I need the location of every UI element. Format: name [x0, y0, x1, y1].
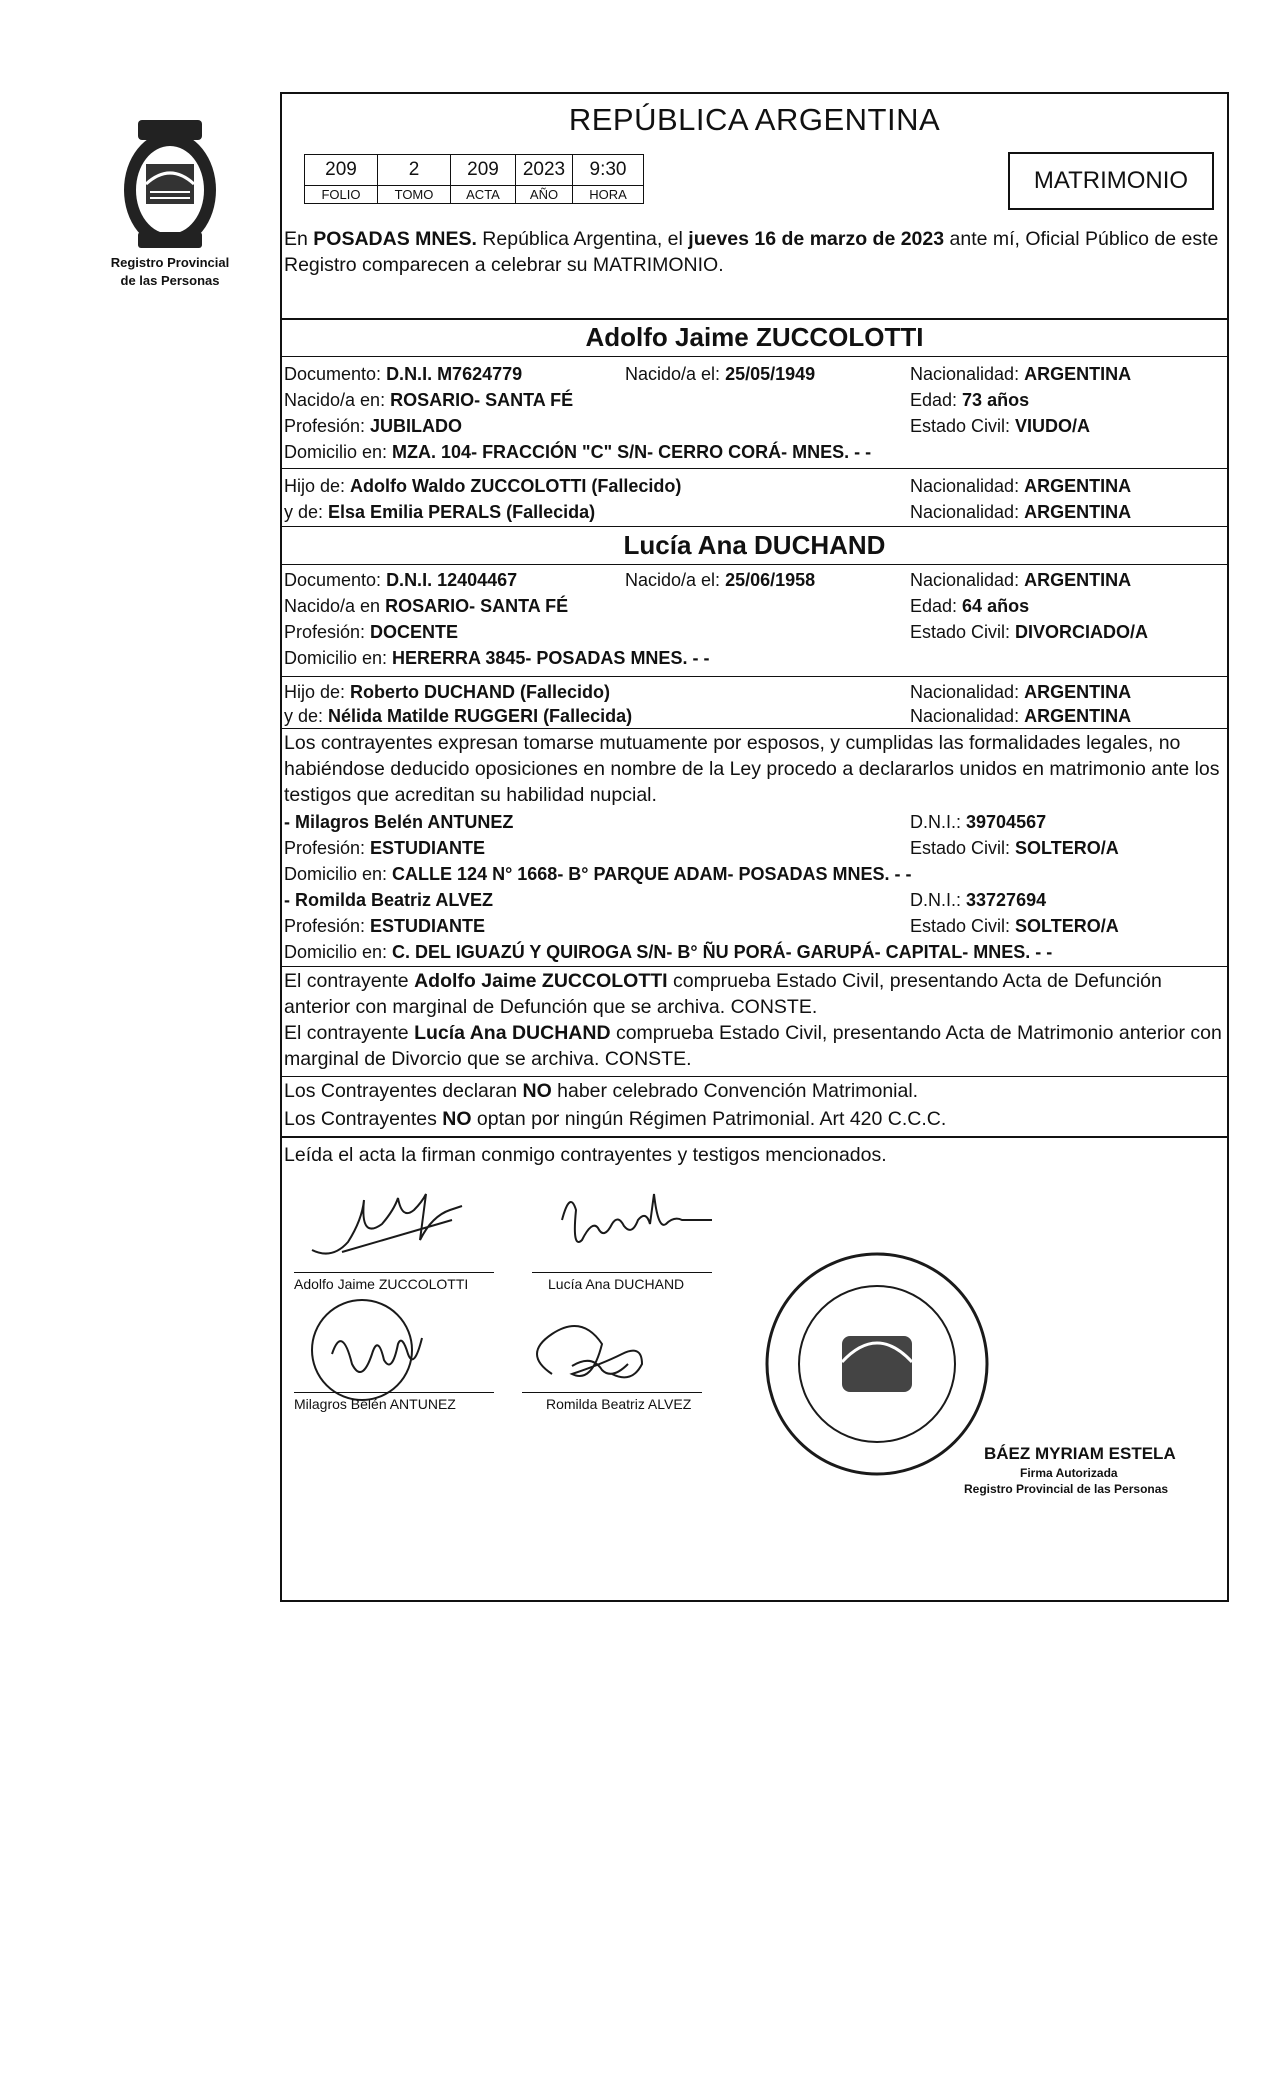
signature-label-groom: Adolfo Jaime ZUCCOLOTTI: [294, 1276, 469, 1292]
divider: [282, 526, 1227, 527]
signature-bride-icon: [542, 1180, 722, 1264]
divider: [282, 318, 1227, 320]
divider: [282, 1076, 1227, 1077]
signature-label-witness2: Romilda Beatriz ALVEZ: [546, 1396, 692, 1412]
signature-line: [294, 1272, 494, 1273]
note-4: Los Contrayentes NO optan por ningún Régimen Patrimonial. Art 420 C.C.C.: [284, 1108, 947, 1130]
signature-label-witness1: Milagros Belén ANTUNEZ: [294, 1396, 456, 1412]
signature-line: [522, 1392, 702, 1393]
signature-label-bride: Lucía Ana DUCHAND: [548, 1276, 685, 1292]
logo-caption-1: Registro Provincial: [110, 255, 230, 270]
province-coat-of-arms-icon: [116, 112, 224, 252]
page-title: REPÚBLICA ARGENTINA: [568, 102, 941, 137]
divider: [282, 468, 1227, 469]
logo-caption-2: de las Personas: [120, 273, 220, 288]
signature-line: [294, 1392, 494, 1393]
groom-name: Adolfo Jaime ZUCCOLOTTI: [585, 322, 924, 352]
closing-text: Leída el acta la firman conmigo contrayentes y testigos mencionados.: [284, 1144, 887, 1166]
ano-label: AÑO: [516, 186, 573, 204]
divider: [282, 676, 1227, 677]
signature-witness1-icon: [302, 1294, 502, 1404]
acta-value: 209: [451, 155, 516, 186]
official-name: BÁEZ MYRIAM ESTELA: [984, 1444, 1176, 1463]
divider: [282, 728, 1227, 729]
registry-logo: [100, 112, 240, 288]
signature-groom-icon: [302, 1180, 502, 1264]
acta-label: ACTA: [451, 186, 516, 204]
folio-value: 209: [305, 155, 378, 186]
hora-label: HORA: [573, 186, 644, 204]
divider: [282, 564, 1227, 565]
ano-value: 2023: [516, 155, 573, 186]
tomo-label: TOMO: [378, 186, 451, 204]
official-org: Registro Provincial de las Personas: [964, 1482, 1169, 1496]
tomo-value: 2: [378, 155, 451, 186]
signature-witness2-icon: [512, 1314, 692, 1398]
official-role: Firma Autorizada: [1020, 1466, 1118, 1480]
intro-paragraph: En POSADAS MNES. República Argentina, el jueves 16 de marzo de 2023 ante mí, Oficial Público de este Registro comparecen a celebrar su MATRIMONIO.: [284, 228, 1219, 276]
signature-line: [532, 1272, 712, 1273]
official-seal-icon: [762, 1244, 992, 1484]
declaration-paragraph: Los contrayentes expresan tomarse mutuamente por esposos, y cumplidas las formalidades legales, no habiéndose deducido oposiciones en nombre de la Ley procedo a declararlos unidos en matrimonio ante los testigos que acreditan su habilidad nupcial.: [284, 732, 1220, 806]
folio-label: FOLIO: [305, 186, 378, 204]
certificate-frame: REPÚBLICA ARGENTINA 209 2 209 2023 9:30 FOLIO TOMO ACTA AÑO HORA MATRIMONIO En POSADAS MNES. República Argentina, el jueves 16 de marzo de 2023 ante mí, Oficial Público de este Registro comparecen a celebrar su MATRIMONIO. Adolfo Jaime ZUCCOLOTTI Documento: D.N.I. M7624779 Nacido/a el: 25/05/1949 Nacionalidad: ARGENTINA Nacido/a en: ROSARIO- SANTA FÉ Edad: 73 años Profesión: JUBILADO Estado Civil: VIUDO/A Domicilio en: MZA. 104- FRACCIÓN "C" S/N- CERRO CORÁ- MNES. - - Hijo de: Adolfo Waldo ZUCCOLOTTI (Fallecido) Nacionalidad: ARGENTINA y de: Elsa Emilia PERALS (Fallecida) Nacionalidad: ARGENTINA Lucía Ana DUCHAND Documento: D.N.I. 12404467 Nacido/a el: 25/06/1958 Nacionalidad: ARGENTINA Nacido/a en ROSARIO- SANTA FÉ Edad: 64 años Profesión: DOCENTE Estado Civil: DIVORCIADO/A Domicilio en: HERERRA 3845- POSADAS MNES. - - Hijo de: Roberto DUCHAND (Fallecido) Nacionalidad: ARGENTINA y de: Nélida Matilde RUGGERI (Fallecida) Nacionalidad: ARGENTINA Los contrayentes expresan tomarse mutuamente por esposos, y cumplidas las formalidades legales, no habiéndose deducido oposiciones en nombre de la Ley procedo a declararlos unidos en matrimonio ante los testigos que acreditan su habilidad nupcial. - Milagros Belén ANTUNEZ D.N.I.: 39704567 Profesión: ESTUDIANTE Estado Civil: SOLTERO/A Domicilio en: CALLE 124 N° 1668- B° PARQUE ADAM- POSADAS MNES. - - - Romilda Beatriz ALVEZ D.N.I.: 33727694 Profesión: ESTUDIANTE Estado Civil: SOLTERO/A Domicilio en: C. DEL IGUAZÚ Y QUIROGA S/N- B° ÑU PORÁ- GARUPÁ- CAPITAL- MNES. - - El contrayente Adolfo Jaime ZUCCOLOTTI comprueba Estado Civil, presentando Acta de Defunción anterior con marginal de Defunción que se archiva. CONSTE. El contrayente Lucía Ana DUCHAND comprueba Estado Civil, presentando Acta de Matrimonio anterior con marginal de Divorcio que se archiva. CONSTE. Los Contrayentes declaran NO haber celebrado Convención Matrimonial. Los Contrayentes NO optan por ningún Régimen Patrimonial. Art 420 C.C.C. Leída el acta la firman conmigo contrayentes y testigos mencionados. Adolfo Jaime ZUCCOLOTTI Lucía Ana DUCHAND Milagros Belén ANTUNEZ Romilda Beatriz ALVEZ BÁEZ MYRIAM ESTELA Firma Autorizada Registro Provincial de las Personas: [280, 92, 1229, 1602]
record-type-box: MATRIMONIO: [1008, 152, 1214, 210]
bride-name: Lucía Ana DUCHAND: [623, 530, 886, 560]
divider: [282, 356, 1227, 357]
record-table: [304, 154, 644, 204]
divider: [282, 966, 1227, 967]
hora-value: 9:30: [573, 155, 644, 186]
divider: [282, 1136, 1227, 1138]
note-2: El contrayente Lucía Ana DUCHAND comprueba Estado Civil, presentando Acta de Matrimonio anterior con marginal de Divorcio que se archiva. CONSTE.: [284, 1022, 1222, 1070]
note-1: El contrayente Adolfo Jaime ZUCCOLOTTI comprueba Estado Civil, presentando Acta de Defunción anterior con marginal de Defunción que se archiva. CONSTE.: [284, 970, 1162, 1018]
note-3: Los Contrayentes declaran NO haber celebrado Convención Matrimonial.: [284, 1080, 919, 1102]
